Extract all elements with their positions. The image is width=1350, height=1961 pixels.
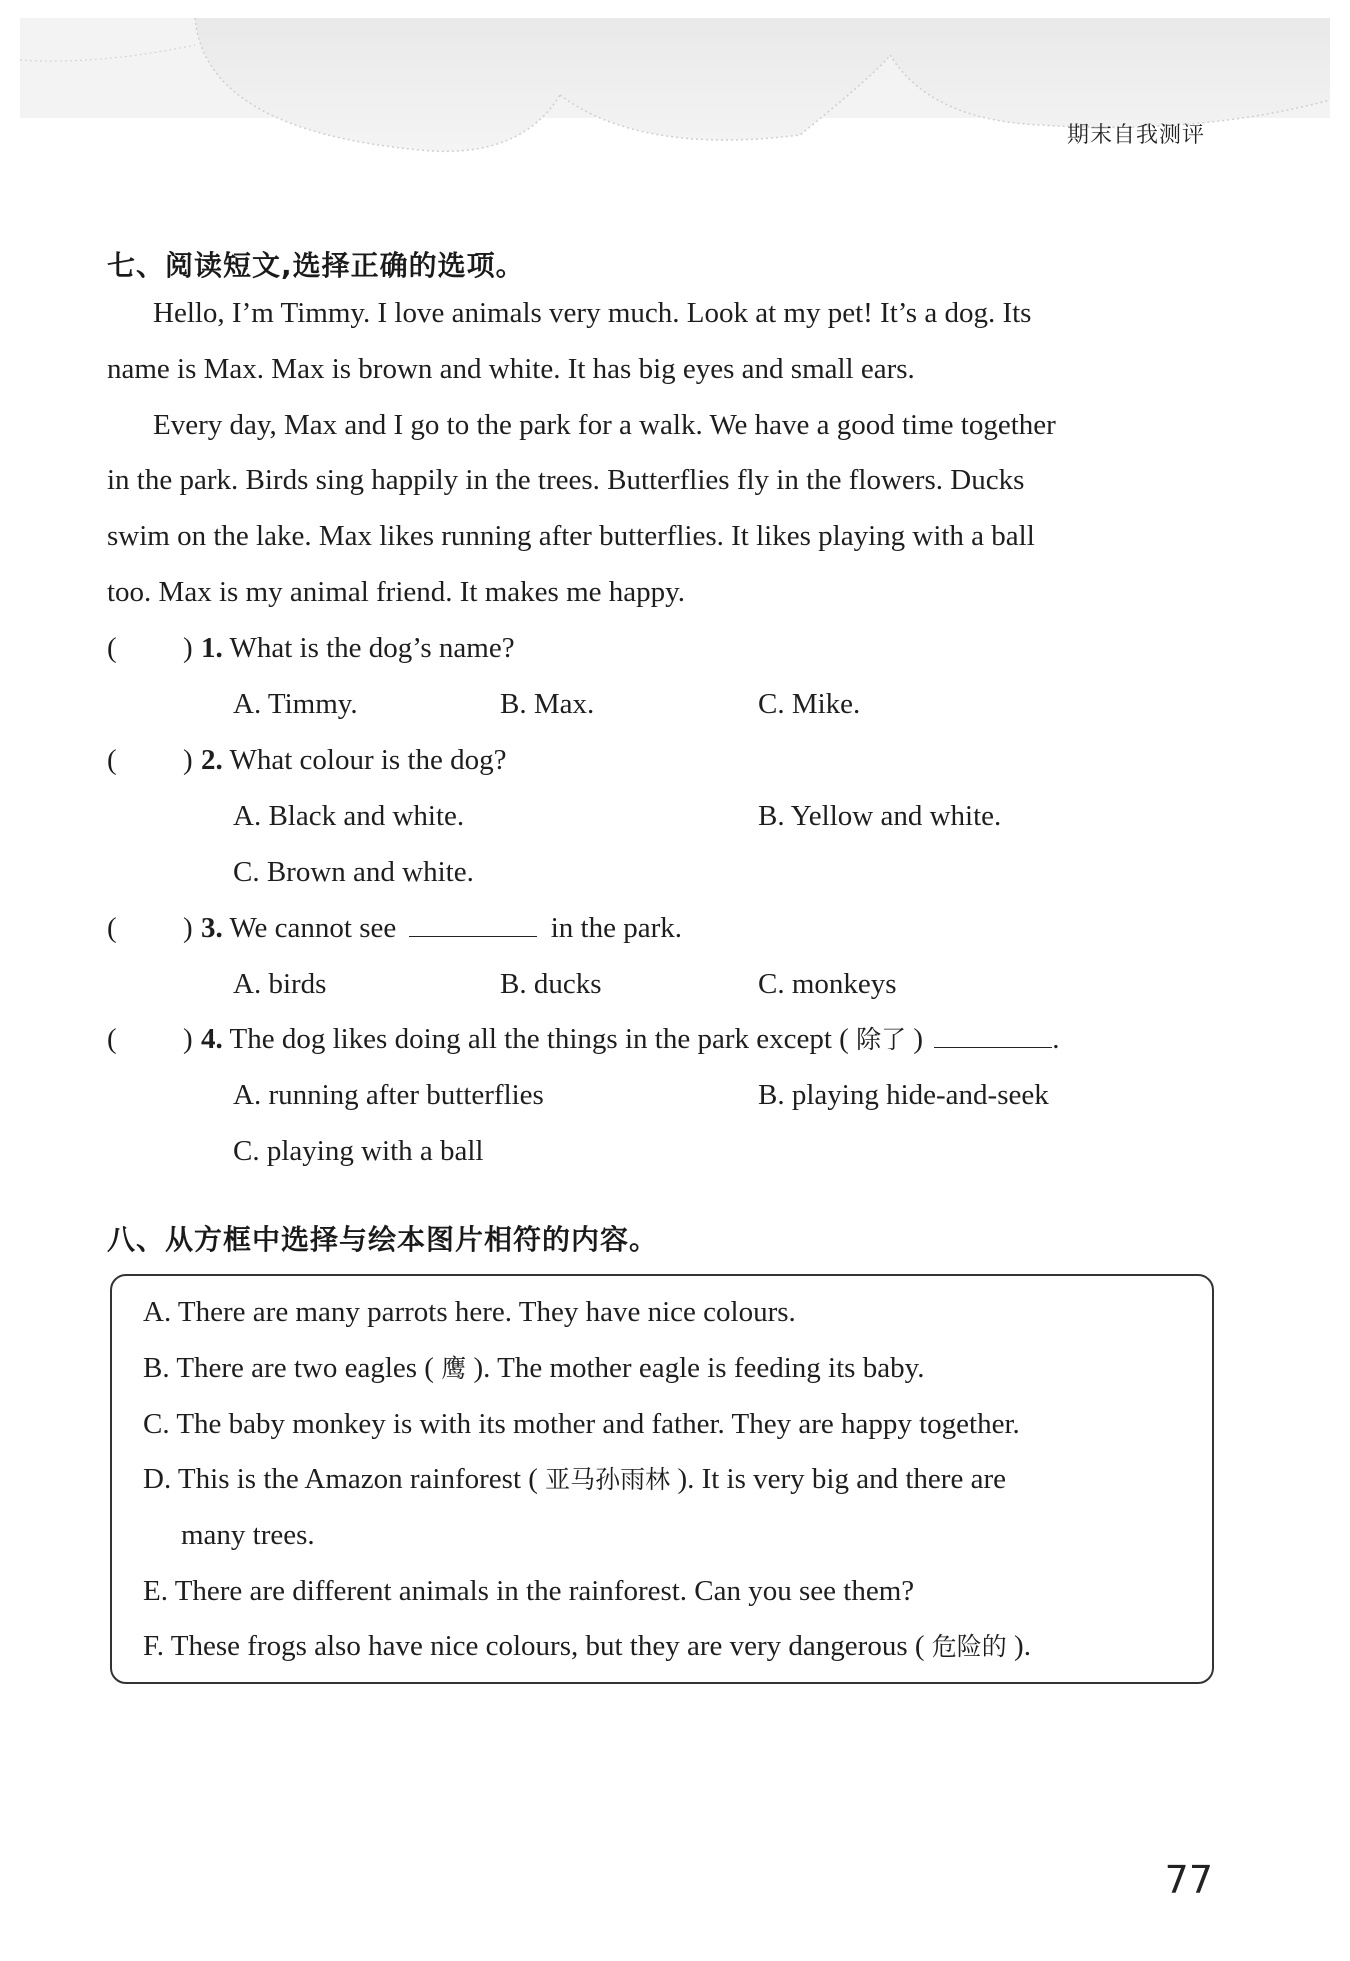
question-number: 1. — [201, 632, 223, 664]
question-text: The dog likes doing all the things in the park except ( — [229, 1023, 849, 1055]
box-option-text: ). It is very big and there are — [677, 1463, 1006, 1495]
question-text: What is the dog’s name? — [229, 632, 515, 664]
passage-line: Hello, I’m Timmy. I love animals very much. Look at my pet! It’s a dog. Its — [153, 297, 1032, 329]
option-b: B. ducks — [500, 968, 602, 1000]
option-b: B. Max. — [500, 688, 595, 720]
question-3 — [201, 914, 682, 943]
question-end: . — [1052, 1023, 1060, 1055]
chinese-gloss: 危险的 — [931, 1632, 1007, 1661]
answer-bracket-open: ( — [107, 632, 117, 664]
question-text: What colour is the dog? — [229, 744, 507, 776]
option-a: A. Black and white. — [233, 800, 465, 832]
option-c: C. playing with a ball — [233, 1135, 484, 1167]
question-2 — [201, 746, 507, 775]
chinese-gloss: 鹰 — [441, 1354, 467, 1383]
option-c: C. Mike. — [758, 688, 861, 720]
answer-bracket-close: ) — [183, 744, 193, 776]
box-option-d-continued: many trees. — [181, 1519, 315, 1551]
passage-line: in the park. Birds sing happily in the trees. Butterflies fly in the flowers. Ducks — [107, 464, 1025, 496]
box-option-a: A. There are many parrots here. They have nice colours. — [143, 1296, 796, 1328]
answer-bracket-close: ) — [183, 632, 193, 664]
chinese-gloss: 除了 — [856, 1025, 907, 1054]
answer-bracket-close: ) — [183, 1023, 193, 1055]
fill-blank — [934, 1047, 1052, 1048]
option-b: B. Yellow and white. — [758, 800, 1002, 832]
option-c: C. monkeys — [758, 968, 897, 1000]
question-number: 3. — [201, 912, 223, 944]
passage-line: too. Max is my animal friend. It makes me happy. — [107, 576, 685, 608]
answer-bracket-open: ( — [107, 744, 117, 776]
box-option-c: C. The baby monkey is with its mother and father. They are happy together. — [143, 1408, 1020, 1440]
box-option-text: ). The mother eagle is feeding its baby. — [473, 1352, 925, 1384]
answer-bracket-open: ( — [107, 1023, 117, 1055]
passage-line: name is Max. Max is brown and white. It has big eyes and small ears. — [107, 353, 915, 385]
answer-bracket-open: ( — [107, 912, 117, 944]
header-label: 期末自我测评 — [1066, 123, 1205, 148]
question-1 — [201, 634, 515, 663]
option-a: A. birds — [233, 968, 327, 1000]
section-8-heading: 八、从方框中选择与绘本图片相符的内容。 — [107, 1223, 659, 1256]
page-number: 77 — [1164, 1858, 1213, 1902]
question-text: We cannot see — [229, 912, 397, 944]
question-number: 4. — [201, 1023, 223, 1055]
box-option-b — [143, 1354, 924, 1383]
option-a: A. Timmy. — [233, 688, 358, 720]
box-option-d — [143, 1465, 1006, 1494]
box-option-text: D. This is the Amazon rainforest ( — [143, 1463, 538, 1495]
chinese-gloss: 亚马孙雨林 — [545, 1465, 671, 1494]
box-option-text: F. These frogs also have nice colours, but they are very dangerous ( — [143, 1630, 925, 1662]
option-c: C. Brown and white. — [233, 856, 474, 888]
box-option-text: ). — [1014, 1630, 1031, 1662]
passage-line: swim on the lake. Max likes running after butterflies. It likes playing with a ball — [107, 520, 1035, 552]
answer-bracket-close: ) — [183, 912, 193, 944]
question-4 — [201, 1025, 1060, 1054]
box-option-f — [143, 1632, 1031, 1661]
box-option-text: B. There are two eagles ( — [143, 1352, 434, 1384]
option-a: A. running after butterflies — [233, 1079, 544, 1111]
fill-blank — [409, 936, 537, 937]
option-b: B. playing hide-and-seek — [758, 1079, 1049, 1111]
box-option-e: E. There are different animals in the rainforest. Can you see them? — [143, 1575, 915, 1607]
question-number: 2. — [201, 744, 223, 776]
question-text: ) — [913, 1023, 923, 1055]
passage-line: Every day, Max and I go to the park for a walk. We have a good time together — [153, 409, 1056, 441]
question-text: in the park. — [550, 912, 682, 944]
section-7-heading: 七、阅读短文,选择正确的选项。 — [107, 249, 525, 282]
